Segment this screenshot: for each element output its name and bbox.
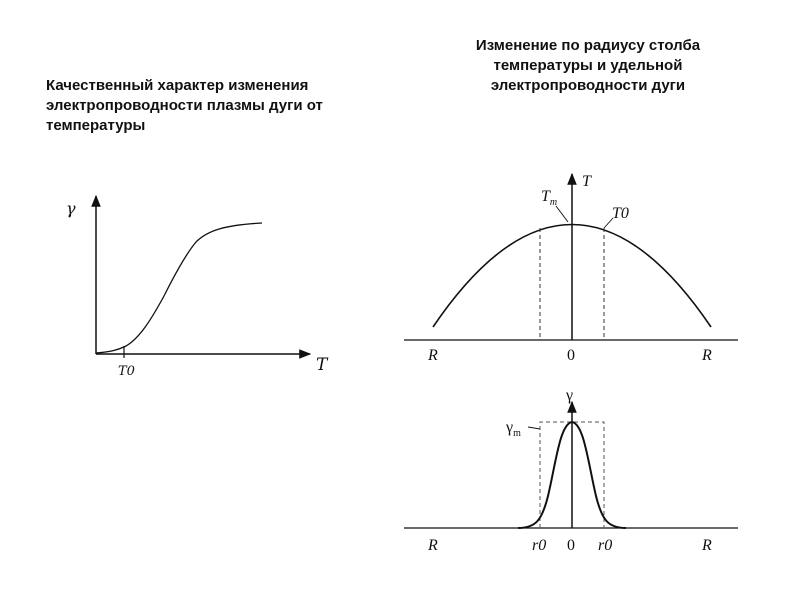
left-t0-label: T0 — [118, 364, 135, 379]
left-x-axis-label: T — [316, 355, 328, 375]
cond-x-center-label: 0 — [567, 537, 575, 554]
gm-label-base: γ — [506, 419, 514, 436]
gm-leader — [528, 427, 540, 429]
left-conductivity-curve — [96, 223, 262, 353]
tm-label — [541, 188, 557, 208]
temp-x-center-label: 0 — [567, 347, 575, 364]
t0-label: T0 — [612, 205, 629, 222]
tm-label-sub: m — [549, 197, 558, 208]
tm-label-base: T — [541, 188, 550, 205]
left-y-axis-label: γ — [66, 199, 76, 218]
temp-x-left-label: R — [428, 347, 438, 364]
temperature-plot — [404, 173, 738, 364]
right-heading-line-2: температуры и удельной — [493, 57, 683, 74]
left-heading-line-3: температуры — [46, 117, 146, 134]
left-heading-line-2: электропроводности плазмы дуги от — [46, 97, 323, 114]
cond-x-left-label: R — [428, 537, 438, 554]
cond-x-right-label: R — [702, 537, 712, 554]
temp-y-axis-label: T — [582, 173, 591, 190]
temp-x-right-label: R — [702, 347, 712, 364]
gm-label — [505, 419, 521, 439]
gm-label-sub: m — [513, 428, 521, 439]
r0-right-label: r0 — [598, 537, 613, 554]
conductivity-plot — [404, 387, 738, 554]
left-plot — [66, 196, 329, 379]
right-heading-line-1: Изменение по радиусу столба — [475, 37, 701, 54]
tm-leader — [556, 206, 568, 222]
right-heading-line-3: электропроводности дуги — [490, 77, 686, 94]
r0-left-label: r0 — [532, 537, 547, 554]
left-heading-line-1: Качественный характер изменения — [46, 77, 309, 94]
cond-y-axis-label: γ — [566, 387, 574, 404]
